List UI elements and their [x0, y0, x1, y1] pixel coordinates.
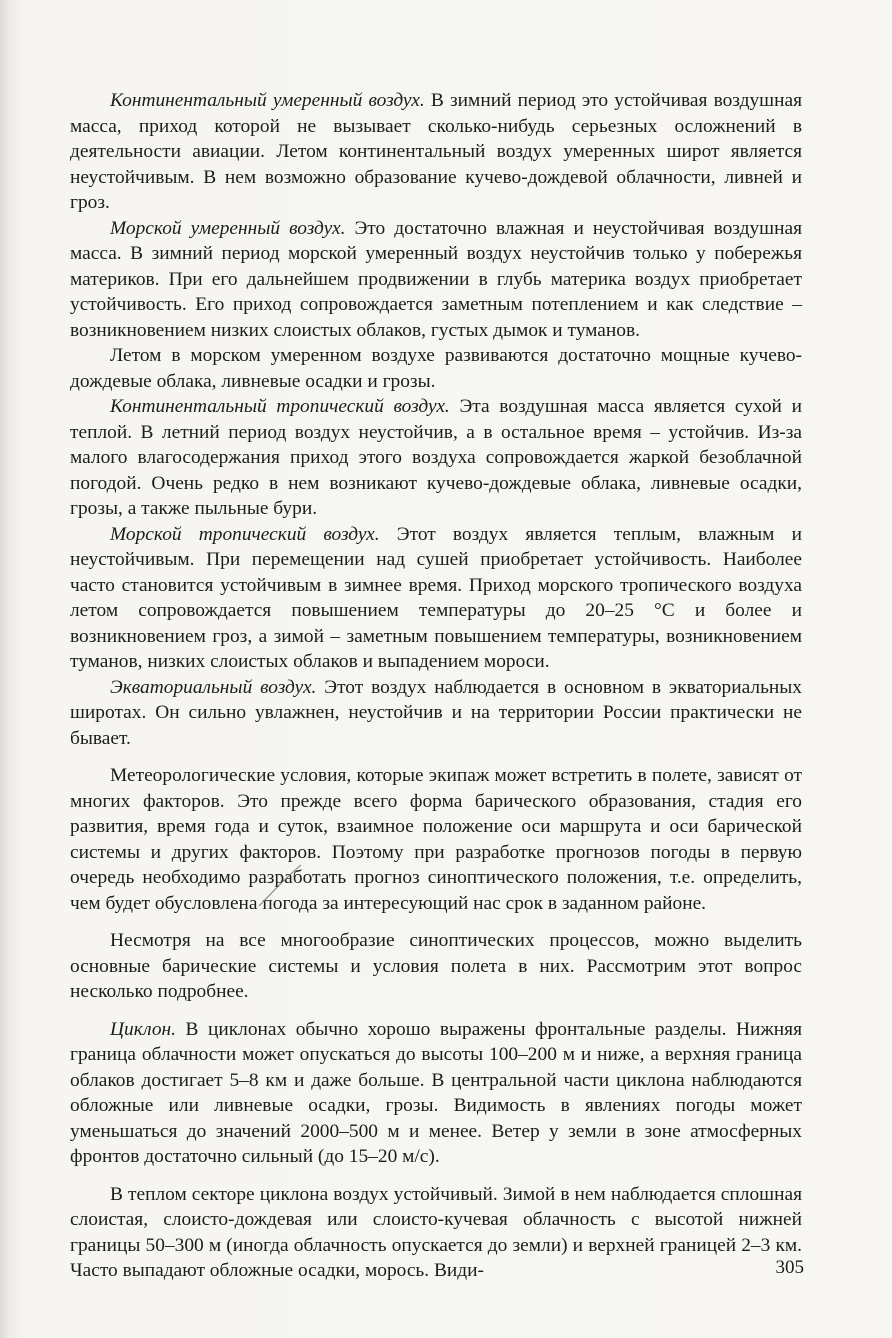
paragraph-maritime-tropical-air [70, 522, 802, 675]
paragraph-term: Континентальный тропический воздух. [110, 396, 450, 417]
paragraph-continental-tropical-air [70, 394, 802, 522]
page-number: 305 [775, 1257, 804, 1278]
paragraph-term: Морской умеренный воздух. [110, 217, 346, 239]
paragraph-term: Циклон. [110, 1018, 177, 1040]
paragraph-text: Несмотря на все многообразие синоптических процессов, можно выделить основные барические системы и условия полета в них. Рассмотрим этот вопрос несколько подробнее. [70, 930, 802, 1002]
paragraph-text: Этот воздух наблюдается в основном в экваториальных широтах. Он сильно увлажнен, неустойчив и на территории России практически не бывает. [70, 676, 803, 749]
paragraph-synoptic-processes [70, 928, 802, 1005]
paragraph-meteorological-conditions [70, 763, 802, 916]
paragraph-text: Метеорологические условия, которые экипаж может встретить в полете, зависят от многих факторов. Это прежде всего форма барического образования, стадия его развития, время года и суток, взаимное положение оси маршрута и оси барической системы и других факторов. Поэтому при разработке прогнозов погоды в первую очередь необходимо разработать прогноз синоптического положения, т.е. определить, чем будет обусловлена погода за интересующий нас срок в заданном районе. [70, 765, 802, 914]
paragraph-text: В зимний период это устойчивая воздушная масса, приход которой не вызывает сколько-нибудь серьезных осложнений в деятельности авиации. Летом континентальный воздух умеренных широт является неустойчивым. В нем возможно образование кучево-дождевой облачности, ливней и гроз. [70, 90, 802, 213]
paragraph-maritime-temperate-air [70, 216, 802, 344]
pen-mark-icon [255, 862, 305, 910]
paragraph-text: Эта воздушная масса является сухой и теплой. В летний период воздух неустойчив, а в остальное время – устойчив. Из-за малого влагосодержания приход этого воздуха сопровождается жаркой безоблачной погодой. Очень редко в нем возникают кучево-дождевые облака, ливневые осадки, грозы, а также пыльные бури. [70, 396, 803, 519]
paragraph-text: Летом в морском умеренном воздухе развиваются достаточно мощные кучево-дождевые облака, ливневые осадки и грозы. [70, 345, 802, 392]
paragraph-cyclone [70, 1017, 802, 1170]
paragraph-term: Континентальный умеренный воздух. [110, 90, 425, 111]
page-body-text [70, 88, 802, 1284]
paragraph-term: Экваториальный воздух. [110, 676, 317, 698]
paragraph-text: В теплом секторе циклона воздух устойчивый. Зимой в нем наблюдается сплошная слоистая, слоисто-дождевая или слоисто-кучевая облачность с высотой нижней границы 50–300 м (иногда облачность опускается до земли) и верхней границей 2–3 км. Часто выпадают обложные осадки, морось. Види- [70, 1183, 802, 1281]
paragraph-warm-sector [70, 1182, 802, 1284]
paragraph-continental-temperate-air [70, 88, 802, 216]
paragraph-text: Этот воздух является теплым, влажным и неустойчивым. При перемещении над сушей приобретает устойчивость. Наиболее часто становится устойчивым в зимнее время. Приход морского тропического воздуха летом сопровождается повышением температуры до 20–25 °С и более и возникновением гроз, а зимой – заметным повышением температуры, возникновением туманов, низких слоистых облаков и выпадением мороси. [70, 523, 802, 672]
paragraph-equatorial-air [70, 675, 802, 752]
paragraph-term: Морской тропический воздух. [110, 523, 380, 545]
paragraph-text: В циклонах обычно хорошо выражены фронтальные разделы. Нижняя граница облачности может опускаться до высоты 100–200 м и ниже, а верхняя граница облаков достигает 5–8 км и даже больше. В центральной части циклона наблюдаются обложные или ливневые осадки, грозы. Видимость в явлениях погоды может уменьшаться до значений 2000–500 м и менее. Ветер у земли в зоне атмосферных фронтов достаточно сильный (до 15–20 м/с). [70, 1018, 802, 1167]
paragraph-text: Это достаточно влажная и неустойчивая воздушная масса. В зимний период морской умеренный воздух неустойчив только у побережья материков. При его дальнейшем продвижении в глубь материка воздух приобретает устойчивость. Его приход сопровождается заметным потеплением и как следствие – возникновением низких слоистых облаков, густых дымок и туманов. [70, 217, 802, 341]
paragraph-maritime-temperate-summer [70, 343, 802, 394]
